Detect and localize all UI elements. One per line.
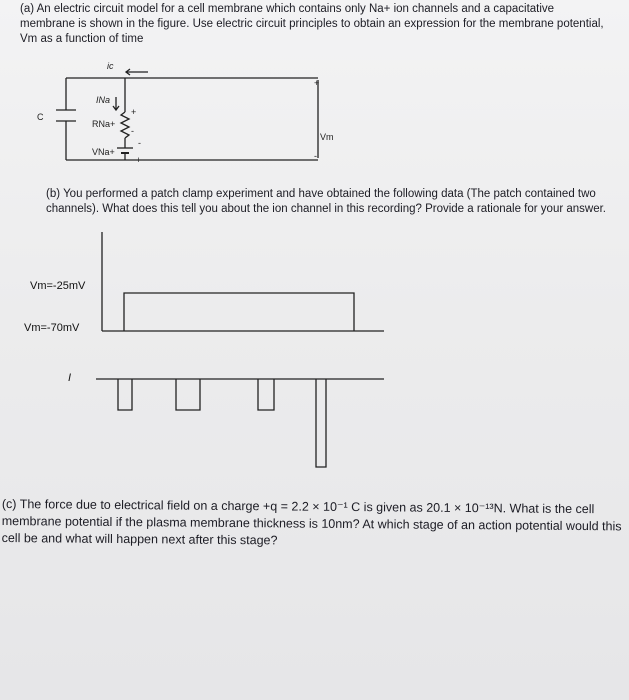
- vna-label: VNa+: [92, 147, 115, 157]
- resistor-plus: +: [131, 107, 137, 117]
- ic-label: ic: [107, 61, 114, 71]
- question-c-text: The force due to electrical field on a charge +q = 2.2 × 10⁻¹ C is given as 20.1 × 10⁻¹³N. What is the cell membrane potential if the plasma membrane thickness is 10nm? At which stage of an action potential would this cell be and what will happen next after this stage?: [1, 497, 622, 548]
- current-event-3: [258, 379, 274, 410]
- battery-plus: +: [136, 155, 142, 165]
- current-event-1: [118, 379, 132, 410]
- question-b-text: You performed a patch clamp experiment and have obtained the following data (The patch contained two channels). What does this tell you about the ion channel in this recording? Provide a rationale for your answer.: [46, 188, 606, 215]
- question-a-prefix: (a): [20, 3, 35, 15]
- current-event-2: [176, 379, 200, 410]
- vm-low-label: Vm=-70mV: [24, 322, 80, 334]
- question-c-prefix: (c): [1, 496, 17, 512]
- rna-label: RNa+: [92, 119, 116, 129]
- question-a-text: An electric circuit model for a cell membrane which contains only Na+ ion channels and a capacitative membrane is shown in the figure. Use electric circuit principles to obtain an expression for the membrane potential, Vm as a function of time: [20, 3, 604, 45]
- current-label: I: [68, 372, 72, 384]
- battery-minus: -: [138, 138, 141, 148]
- resistor-minus: -: [131, 126, 134, 136]
- vm-label: Vm: [320, 132, 334, 142]
- vm-minus: -: [314, 151, 317, 161]
- voltage-step: [124, 293, 354, 331]
- capacitor-label: C: [37, 112, 44, 122]
- question-c: [2, 496, 622, 552]
- vm-high-label: Vm=-25mV: [30, 280, 86, 292]
- vm-plus: +: [314, 78, 320, 88]
- current-event-4: [316, 379, 326, 467]
- question-b-prefix: (b): [46, 188, 61, 200]
- ina-label: INa: [96, 95, 111, 105]
